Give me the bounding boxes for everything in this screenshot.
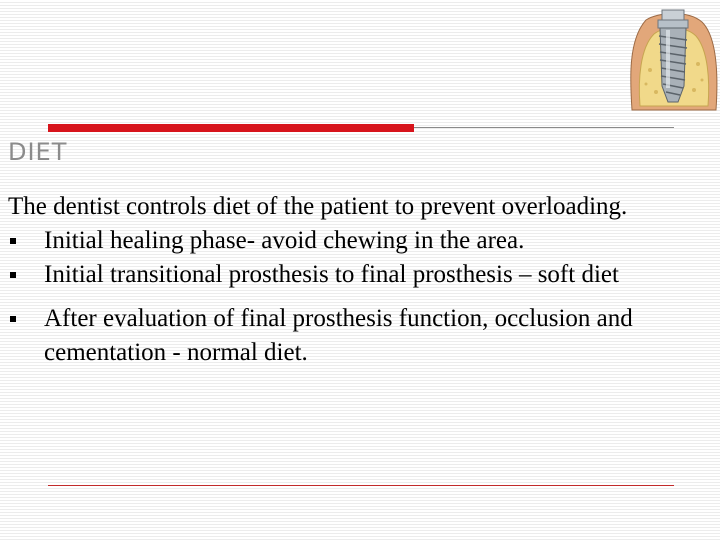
list-item [8, 258, 708, 292]
dental-implant-illustration [628, 0, 720, 120]
bullet-list [8, 224, 708, 370]
square-bullet-icon [10, 272, 16, 278]
slide-body [8, 190, 708, 370]
title-underline-accent [48, 124, 414, 132]
bullet-text: Initial healing phase- avoid chewing in the area. [44, 227, 525, 254]
bullet-text: After evaluation of final prosthesis function, occlusion and cementation - normal diet. [44, 305, 633, 366]
slide-title: DIET [8, 138, 68, 166]
bullet-text: Initial transitional prosthesis to final prosthesis – soft diet [44, 261, 619, 288]
title-underline-thin [414, 127, 674, 128]
footer-rule [48, 485, 674, 486]
dental-implant-icon [628, 0, 720, 120]
square-bullet-icon [10, 238, 16, 244]
list-item [8, 302, 708, 370]
intro-paragraph: The dentist controls diet of the patient to prevent overloading. [8, 193, 628, 220]
square-bullet-icon [10, 316, 16, 322]
list-item [8, 224, 708, 258]
